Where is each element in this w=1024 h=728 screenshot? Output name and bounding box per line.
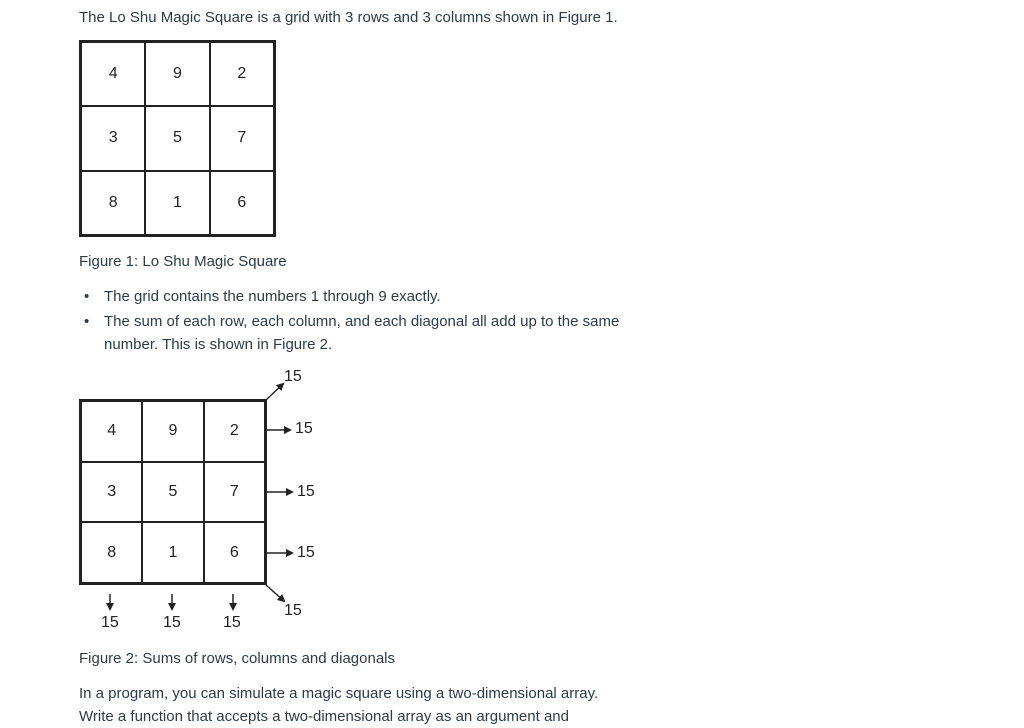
square-cell: 1 [142,522,203,583]
square-cell: 7 [204,462,265,523]
square-cell: 6 [210,171,274,235]
square-cell: 8 [81,171,145,235]
row-sum: 15 [297,483,315,500]
column-sum: 15 [163,614,181,631]
square-cell: 4 [81,401,142,462]
intro-text: The Lo Shu Magic Square is a grid with 3 rows and 3 columns shown in Figure 1. [79,9,618,26]
square-cell: 2 [204,401,265,462]
diagonal-arrow-up [266,384,283,400]
square-cell: 8 [81,522,142,583]
bullet-text: The grid contains the numbers 1 through 9 exactly. [104,288,441,305]
diagonal-sum-bottom: 15 [284,602,302,619]
square-cell: 5 [142,462,203,523]
bullet-text: The sum of each row, each column, and each diagonal all add up to the same number. This is shown in Figure 2. [104,313,620,353]
row-sum: 15 [297,544,315,561]
square-cell: 5 [145,106,209,170]
bullet-dot: • [84,313,90,330]
square-cell: 9 [142,401,203,462]
square-cell: 9 [145,42,209,106]
square-cell: 2 [210,42,274,106]
square-cell: 1 [145,171,209,235]
diagonal-arrow-down [266,585,284,601]
square-cell: 7 [210,106,274,170]
figure-2-caption: Figure 2: Sums of rows, columns and diagonals [79,650,395,667]
closing-text: In a program, you can simulate a magic square using a two-dimensional array. [79,685,599,702]
bullet-item [84,285,644,308]
magic-square-figure-2 [79,399,267,585]
bullet-list [84,285,644,358]
square-cell: 3 [81,106,145,170]
column-sum: 15 [223,614,241,631]
bullet-item [84,310,644,356]
cut-off-text: Write a function that accepts a two-dimensional array as an argument and [79,708,569,725]
figure-1-caption: Figure 1: Lo Shu Magic Square [79,253,287,270]
column-sum: 15 [101,614,119,631]
diagonal-sum-top: 15 [284,368,302,385]
bullet-dot: • [84,288,90,305]
magic-square-figure-1 [79,40,276,237]
square-cell: 3 [81,462,142,523]
square-cell: 6 [204,522,265,583]
row-sum: 15 [295,420,313,437]
square-cell: 4 [81,42,145,106]
